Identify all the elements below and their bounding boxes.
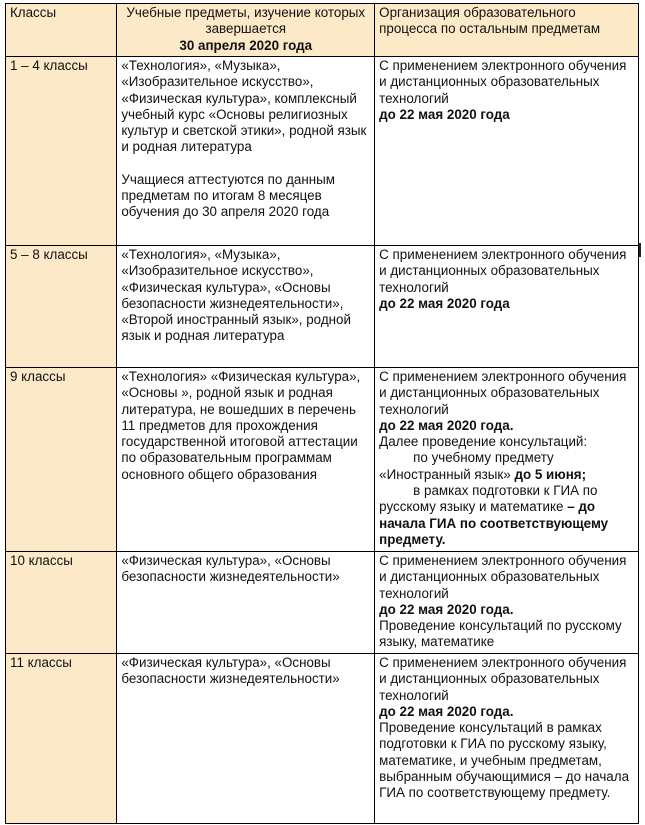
table-row bbox=[6, 552, 639, 654]
organization-cell bbox=[375, 246, 639, 368]
grade-cell: 5 – 8 классы bbox=[6, 246, 117, 368]
subjects-cell: «Технология» «Физическая культура», «Основы », родной язык и родная литература, не вошедших в перечень 11 предметов для прохождения государственной итоговой аттестации по образовательным программам основного общего образования bbox=[117, 368, 375, 552]
organization-deadline: до 22 мая 2020 года bbox=[379, 106, 510, 122]
organization-text: С применением электронного обучения и дистанционных образовательных технологий bbox=[379, 369, 627, 417]
consultations-text: Проведение консультаций в рамках подготовки к ГИА по русскому языку, математике, и учебным предметам, выбранным обучающимися – до начала ГИА по соответствующему предмету. bbox=[379, 720, 630, 801]
header-subjects bbox=[117, 4, 375, 57]
table-row bbox=[6, 368, 639, 552]
organization-cell bbox=[375, 552, 639, 654]
organization-text: С применением электронного обучения и дистанционных образовательных технологий bbox=[379, 553, 627, 601]
subjects-cell: «Технология», «Музыка», «Изобразительное искусство», «Физическая культура», «Основы безопасности жизнедеятельности», «Второй иностранный язык», родной язык и родная литература bbox=[117, 246, 375, 368]
subjects-text: «Технология», «Музыка», «Изобразительное искусство», «Физическая культура», комплексный учебный курс «Основы религиозных культур и светской этики», родной язык и родная литература bbox=[121, 58, 367, 155]
organization-deadline: до 22 мая 2020 года. bbox=[379, 601, 514, 617]
consultations-text: Проведение консультаций по русскому языку, математике bbox=[379, 618, 622, 650]
organization-deadline: до 22 мая 2020 года. bbox=[379, 417, 514, 433]
organization-cell bbox=[375, 654, 639, 824]
consultations-foreign-language: по учебному предмету «Иностранный язык» до 5 июня; bbox=[379, 450, 587, 482]
organization-deadline: до 22 мая 2020 года bbox=[379, 295, 510, 311]
subjects-cell: «Физическая культура», «Основы безопасности жизнедеятельности» bbox=[117, 552, 375, 654]
grade-cell: 10 классы bbox=[6, 552, 117, 654]
organization-text: С применением электронного обучения и дистанционных образовательных технологий bbox=[379, 58, 627, 106]
organization-text: С применением электронного обучения и дистанционных образовательных технологий bbox=[379, 655, 627, 703]
table-row bbox=[6, 654, 639, 824]
table-header-row bbox=[6, 4, 639, 57]
organization-deadline: до 22 мая 2020 года. bbox=[379, 703, 514, 719]
header-subjects-text: Учебные предметы, изучение которых завершается bbox=[126, 5, 366, 37]
grade-cell: 9 классы bbox=[6, 368, 117, 552]
organization-text: С применением электронного обучения и дистанционных образовательных технологий bbox=[379, 247, 627, 295]
organization-cell bbox=[375, 57, 639, 246]
subjects-cell bbox=[117, 57, 375, 246]
subjects-note: Учащиеся аттестуются по данным предметам по итогам 8 месяцев обучения до 30 апреля 2020 года bbox=[121, 171, 335, 220]
table-row bbox=[6, 246, 639, 368]
organization-cell bbox=[375, 368, 639, 552]
row-divider-mark bbox=[639, 243, 641, 257]
header-subjects-date: 30 апреля 2020 года bbox=[179, 37, 313, 53]
grade-cell: 11 классы bbox=[6, 654, 117, 824]
header-grades: Классы bbox=[6, 4, 117, 57]
consultations-gia: в рамках подготовки к ГИА по русскому языку и математике – до начала ГИА по соответствующему предмету. bbox=[379, 483, 609, 547]
table-row bbox=[6, 57, 639, 246]
schedule-table bbox=[5, 3, 639, 824]
subjects-cell: «Физическая культура», «Основы безопасности жизнедеятельности» bbox=[117, 654, 375, 824]
header-organization: Организация образовательного процесса по остальным предметам bbox=[375, 4, 639, 57]
consultations-intro: Далее проведение консультаций: bbox=[379, 434, 588, 450]
grade-cell: 1 – 4 классы bbox=[6, 57, 117, 246]
